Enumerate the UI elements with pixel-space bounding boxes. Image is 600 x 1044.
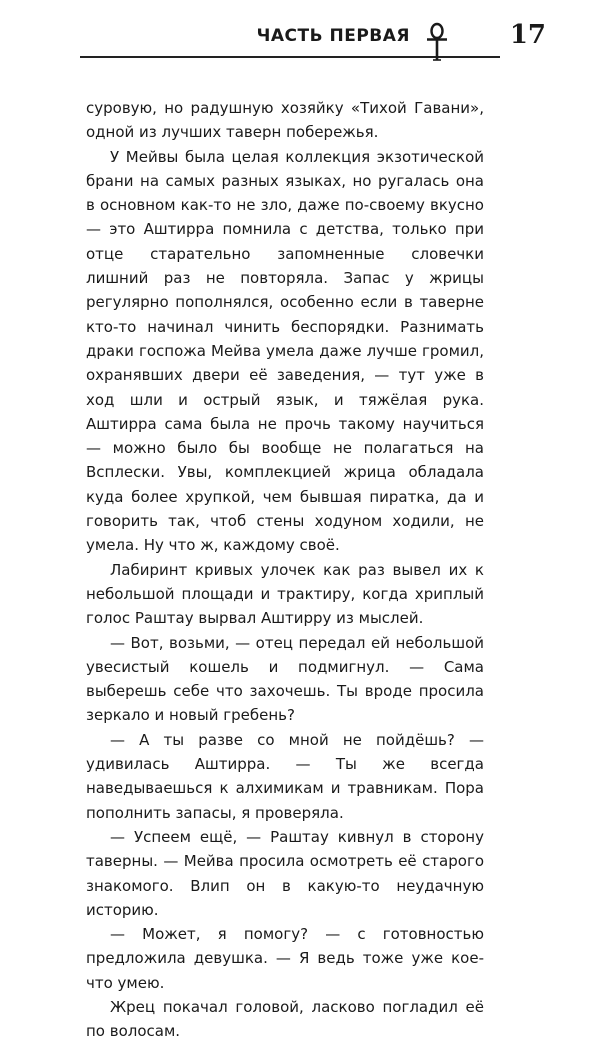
body-text — [86, 96, 484, 1044]
section-title: ЧАСТЬ ПЕРВАЯ — [256, 26, 410, 46]
running-header — [80, 20, 546, 58]
paragraph: У Мейвы была целая коллекция экзотической брани на самых разных языках, но ругалась она в основном как-то не зло, даже по-своему вкусно — это Аштирра помнила с детства, только при отце старательно запомненные словечки лишний раз не повторяла. Запас у жрицы регулярно пополнялся, особенно если в таверне кто-то начинал чинить беспорядки. Разнимать драки госпожа Мейва умела даже лучше громил, охранявших двери её заведения, — тут уже в ход шли и острый язык, и тяжёлая рука. Аштирра сама была не прочь такому научиться — можно было бы вообще не полагаться на Всплески. Увы, комплекцией жрица обладала куда более хрупкой, чем бывшая пиратка, да и говорить так, чтоб стены ходуном ходили, не умела. Ну что ж, каждому своё. — [86, 147, 484, 555]
page-number: 17 — [509, 20, 546, 50]
paragraph: — А ты разве со мной не пойдёшь? — удивилась Аштирра. — Ты же всегда наведываешься к алхимикам и травникам. Пора пополнить запасы, я проверяла. — [86, 730, 484, 822]
paragraph: — Успеем ещё, — Раштау кивнул в сторону таверны. — Мейва просила осмотреть её старого знакомого. Влип он в какую-то неудачную историю. — [86, 827, 484, 919]
paragraph: Лабиринт кривых улочек как раз вывел их к небольшой площади и трактиру, когда хриплый голос Раштау вырвал Аштирру из мыслей. — [86, 560, 484, 628]
paragraph: Жрец покачал головой, ласково погладил её по волосам. — [86, 997, 484, 1041]
paragraph: суровую, но радушную хозяйку «Тихой Гавани», одной из лучших таверн побережья. — [86, 99, 484, 142]
paragraph: — Вот, возьми, — отец передал ей небольшой увесистый кошель и подмигнул. — Сама выберешь себе что захочешь. Ты вроде просила зеркало и новый гребень? — [86, 633, 484, 725]
ankh-icon — [424, 22, 450, 62]
paragraph: — Может, я помогу? — с готовностью предложила девушка. — Я ведь тоже уже кое-что умею. — [86, 925, 484, 992]
